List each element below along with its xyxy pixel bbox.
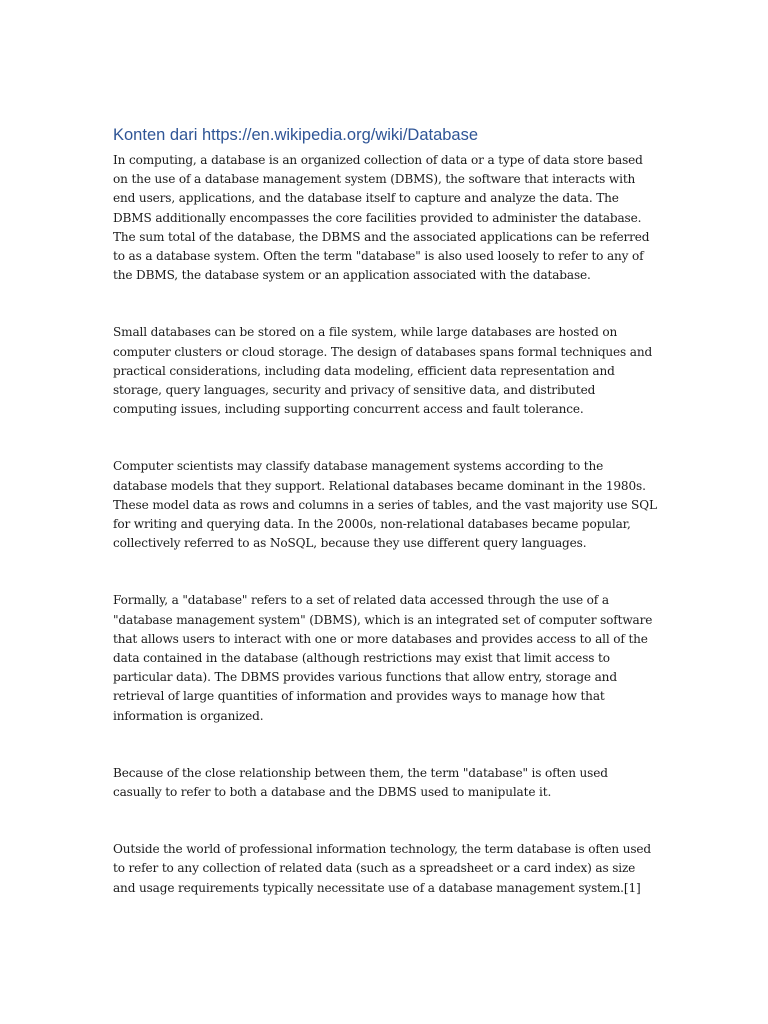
paragraph-5: Because of the close relationship between them, the term "database" is often used casually to refer to both a database and the DBMS used to manipulate it. [113,765,608,800]
paragraph-4: Formally, a "database" refers to a set of related data accessed through the use of a "database management system" (DBMS), which is an integrated set of computer software that allows users to interact with one or more databases and provides access to all of the data contained in the database (although restrictions may exist that limit access to particular data). The DBMS provides various functions that allow entry, storage and retrieval of large quantities of information and provides ways to manage how that information is organized. [113,593,653,723]
document-content [113,124,658,898]
paragraph-2: Small databases can be stored on a file system, while large databases are hosted on computer clusters or cloud storage. The design of databases spans formal techniques and practical considerations, including data modeling, efficient data representation and storage, query languages, security and privacy of sensitive data, and distributed computing issues, including supporting concurrent access and fault tolerance. [113,325,653,417]
paragraph-6: Outside the world of professional information technology, the term database is often used to refer to any collection of related data (such as a spreadsheet or a card index) as size and usage requirements typically necessitate use of a database management system.[1] [113,842,651,895]
paragraph-1: In computing, a database is an organized collection of data or a type of data store based on the use of a database management system (DBMS), the software that interacts with end users, applications, and the database itself to capture and analyze the data. The DBMS additionally encompasses the core facilities provided to administer the database. The sum total of the database, the DBMS and the associated applications can be referred to as a database system. Often the term "database" is also used loosely to refer to any of the DBMS, the database system or an application associated with the database. [113,153,650,283]
document-heading: Konten dari https://en.wikipedia.org/wiki/Database [113,126,479,144]
paragraph-3: Computer scientists may classify database management systems according to the database models that they support. Relational databases became dominant in the 1980s. These model data as rows and columns in a series of tables, and the vast majority use SQL for writing and querying data. In the 2000s, non-relational databases became popular, collectively referred to as NoSQL, because they use different query languages. [113,459,657,551]
